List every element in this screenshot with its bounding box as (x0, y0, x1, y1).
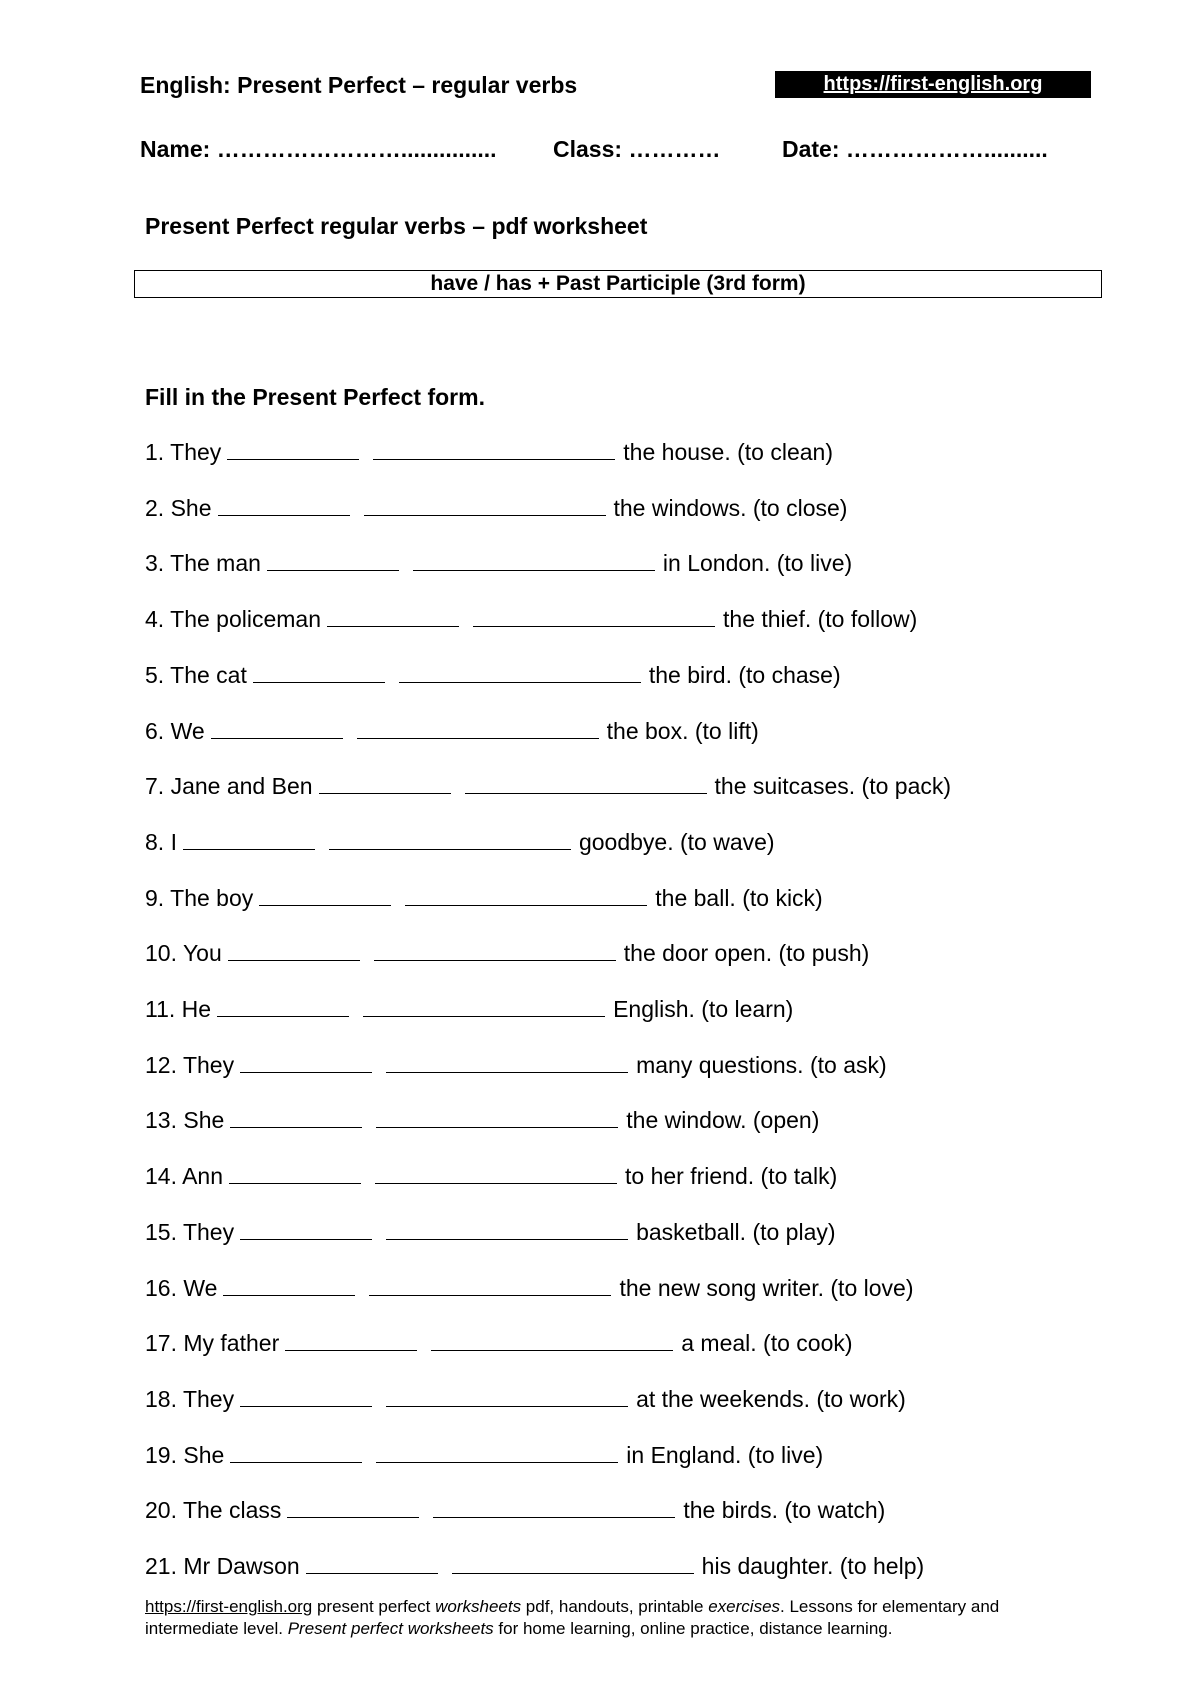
participle-blank[interactable] (386, 1217, 628, 1240)
exercise-instruction: Fill in the Present Perfect form. (145, 384, 485, 410)
exercise-prompt: 2. She (145, 494, 212, 521)
auxiliary-blank[interactable] (218, 493, 350, 516)
auxiliary-blank[interactable] (287, 1495, 419, 1518)
exercise-prompt: 9. The boy (145, 884, 254, 911)
exercise-item (145, 1273, 913, 1303)
exercise-item (145, 1551, 924, 1581)
exercise-hint: the suitcases. (to pack) (714, 773, 952, 800)
exercise-item (145, 604, 917, 634)
class-label: Class: (553, 136, 623, 162)
name-label: Name: (140, 136, 211, 162)
participle-blank[interactable] (373, 437, 615, 460)
exercise-prompt: 18. They (145, 1385, 235, 1412)
exercise-item (145, 1384, 906, 1414)
auxiliary-blank[interactable] (230, 1105, 362, 1128)
footer-italic-1: worksheets (435, 1597, 522, 1616)
exercise-item (145, 1105, 819, 1135)
exercise-item (145, 1161, 837, 1191)
footer-link[interactable]: https://first-english.org (145, 1597, 313, 1616)
name-field[interactable] (140, 136, 497, 163)
auxiliary-blank[interactable] (267, 548, 399, 571)
participle-blank[interactable] (465, 771, 707, 794)
participle-blank[interactable] (374, 938, 616, 961)
participle-blank[interactable] (376, 1440, 618, 1463)
exercise-prompt: 4. The policeman (145, 606, 322, 633)
exercise-hint: to her friend. (to talk) (625, 1163, 838, 1190)
exercise-item (145, 1050, 887, 1080)
exercise-hint: the new song writer. (to love) (619, 1274, 914, 1301)
date-label: Date: (782, 136, 840, 162)
exercise-item (145, 1440, 823, 1470)
exercise-prompt: 11. He (145, 996, 212, 1022)
exercise-item (145, 548, 852, 578)
participle-blank[interactable] (376, 1105, 618, 1128)
exercise-prompt: 16. We (145, 1274, 218, 1301)
participle-blank[interactable] (363, 994, 605, 1017)
exercise-prompt: 7. Jane and Ben (145, 773, 313, 800)
exercise-hint: a meal. (to cook) (681, 1330, 853, 1357)
participle-blank[interactable] (357, 716, 599, 739)
exercise-prompt: 20. The class (145, 1497, 282, 1524)
auxiliary-blank[interactable] (229, 1161, 361, 1184)
auxiliary-blank[interactable] (327, 604, 459, 627)
exercise-prompt: 14. Ann (145, 1163, 224, 1190)
footer-text-2: pdf, handouts, printable (521, 1597, 709, 1616)
exercise-item (145, 437, 833, 467)
exercise-hint: the birds. (to watch) (683, 1497, 886, 1524)
exercise-item (145, 1328, 853, 1358)
site-url-link[interactable]: https://first-english.org (775, 71, 1091, 98)
auxiliary-blank[interactable] (211, 716, 343, 739)
auxiliary-blank[interactable] (240, 1050, 372, 1073)
exercise-hint: the window. (open) (626, 1107, 820, 1134)
exercise-prompt: 3. The man (145, 550, 261, 577)
exercise-item (145, 1495, 885, 1525)
date-dots: ……………….......... (845, 136, 1048, 162)
participle-blank[interactable] (375, 1161, 617, 1184)
exercise-hint: the bird. (to chase) (648, 661, 841, 688)
participle-blank[interactable] (431, 1328, 673, 1351)
exercise-hint: the house. (to clean) (623, 439, 833, 465)
exercise-hint: in England. (to live) (626, 1441, 824, 1468)
auxiliary-blank[interactable] (240, 1217, 372, 1240)
exercise-item (145, 883, 823, 913)
participle-blank[interactable] (413, 548, 655, 571)
worksheet-title: English: Present Perfect – regular verbs (140, 72, 578, 98)
exercise-prompt: 8. I (145, 828, 177, 855)
exercise-prompt: 15. They (145, 1218, 235, 1245)
participle-blank[interactable] (473, 604, 715, 627)
auxiliary-blank[interactable] (217, 994, 349, 1017)
exercise-prompt: 6. We (145, 717, 205, 744)
class-dots: ………… (628, 136, 721, 162)
participle-blank[interactable] (386, 1050, 628, 1073)
exercise-prompt: 5. The cat (145, 661, 247, 688)
auxiliary-blank[interactable] (227, 437, 359, 460)
exercise-hint: English. (to learn) (613, 996, 794, 1022)
auxiliary-blank[interactable] (259, 883, 391, 906)
participle-blank[interactable] (433, 1495, 675, 1518)
exercise-item (145, 771, 951, 801)
exercise-hint: his daughter. (to help) (701, 1553, 925, 1579)
exercise-item (145, 493, 847, 523)
auxiliary-blank[interactable] (253, 660, 385, 683)
participle-blank[interactable] (399, 660, 641, 683)
exercise-hint: many questions. (to ask) (636, 1051, 887, 1078)
participle-blank[interactable] (452, 1551, 694, 1574)
exercise-prompt: 12. They (145, 1051, 235, 1078)
exercise-hint: the thief. (to follow) (723, 606, 918, 633)
participle-blank[interactable] (386, 1384, 628, 1407)
worksheet-subtitle: Present Perfect regular verbs – pdf worksheet (145, 213, 648, 239)
auxiliary-blank[interactable] (230, 1440, 362, 1463)
exercise-hint: in London. (to live) (662, 550, 853, 577)
exercise-hint: the door open. (to push) (623, 940, 870, 967)
auxiliary-blank[interactable] (306, 1551, 438, 1574)
exercise-prompt: 21. Mr Dawson (145, 1553, 300, 1579)
exercise-hint: basketball. (to play) (636, 1218, 836, 1245)
exercise-prompt: 19. She (145, 1441, 225, 1468)
exercise-prompt: 13. She (145, 1107, 225, 1134)
exercise-hint: goodbye. (to wave) (578, 828, 775, 855)
footer-text (145, 1596, 1095, 1640)
exercise-hint: at the weekends. (to work) (636, 1385, 906, 1412)
footer-text-4: for home learning, online practice, distance learning. (493, 1619, 893, 1638)
footer-italic-2: exercises (708, 1597, 781, 1616)
auxiliary-blank[interactable] (183, 827, 315, 850)
participle-blank[interactable] (364, 493, 606, 516)
exercise-item (145, 660, 841, 690)
exercise-hint: the box. (to lift) (606, 717, 759, 744)
class-field[interactable] (553, 136, 720, 163)
name-dots: ……………………............... (216, 136, 497, 162)
auxiliary-blank[interactable] (240, 1384, 372, 1407)
exercise-hint: the ball. (to kick) (655, 884, 823, 911)
exercise-prompt: 10. You (145, 940, 222, 967)
exercise-hint: the windows. (to close) (613, 494, 848, 521)
footer-italic-3: Present perfect worksheets (287, 1619, 494, 1638)
date-field[interactable] (782, 136, 1048, 163)
auxiliary-blank[interactable] (228, 938, 360, 961)
participle-blank[interactable] (369, 1273, 611, 1296)
auxiliary-blank[interactable] (319, 771, 451, 794)
auxiliary-blank[interactable] (223, 1273, 355, 1296)
auxiliary-blank[interactable] (285, 1328, 417, 1351)
exercise-item (145, 716, 759, 746)
exercise-item (145, 827, 775, 857)
footer-text-3: . Lessons for elementary and intermediate level. (145, 1597, 1000, 1638)
exercise-prompt: 17. My father (145, 1330, 280, 1357)
exercise-item (145, 1217, 836, 1247)
exercise-prompt: 1. They (145, 439, 222, 465)
participle-blank[interactable] (405, 883, 647, 906)
grammar-rule-box: have / has + Past Participle (3rd form) (134, 270, 1102, 298)
exercise-item (145, 938, 869, 968)
participle-blank[interactable] (329, 827, 571, 850)
footer-text-1: present perfect (312, 1597, 436, 1616)
exercise-item (145, 994, 793, 1024)
